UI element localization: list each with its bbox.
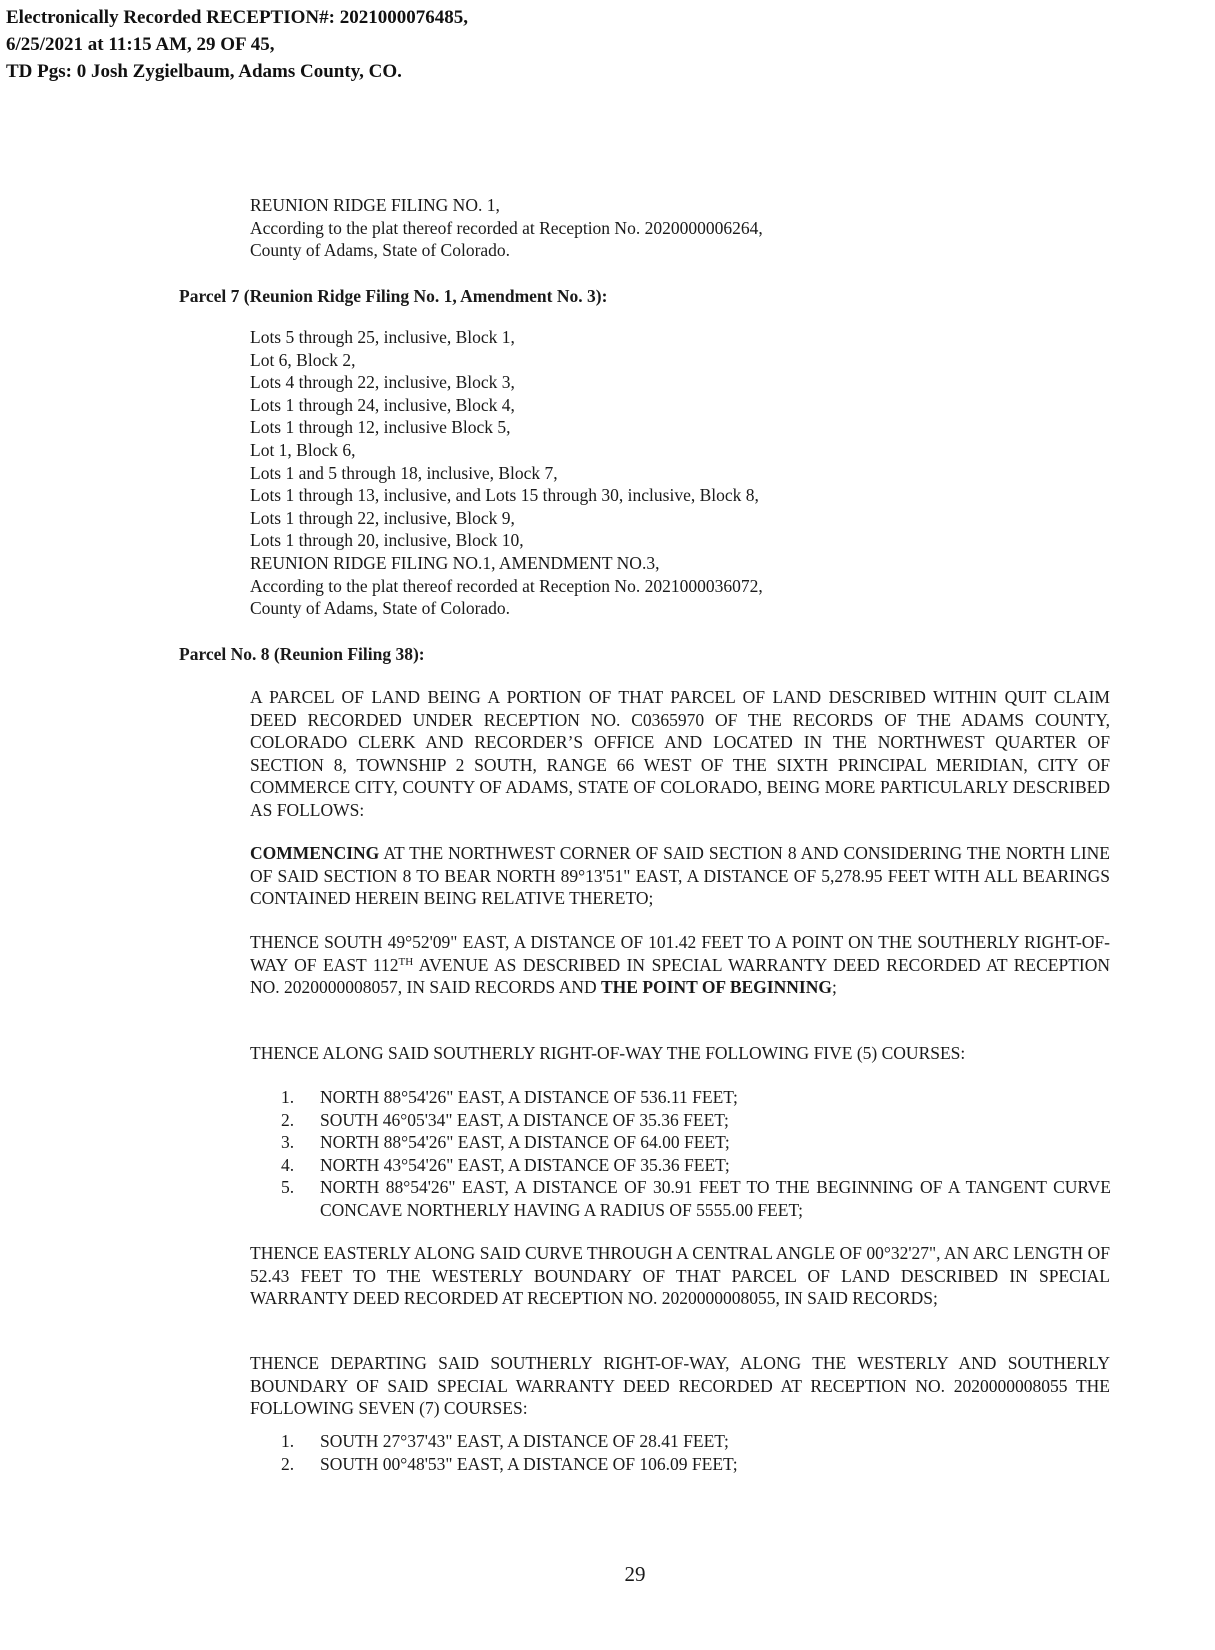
pob-label: THE POINT OF BEGINNING [601,977,832,998]
curve-paragraph: THENCE EASTERLY ALONG SAID CURVE THROUGH A CENTRAL ANGLE OF 00°32'27", AN ARC LENGTH OF 52.43 FEET TO THE WESTERLY BOUNDARY OF THAT PARCEL OF LAND DESCRIBED IN SPECIAL WARRANTY DEED RECORDED AT RECEPTION NO. 2020000008055, IN SAID RECORDS; [250,1243,1110,1309]
item-text: NORTH 88°54'26" EAST, A DISTANCE OF 30.91 FEET TO THE BEGINNING OF A TANGENT CURVE CONCAVE NORTHERLY HAVING A RADIUS OF 5555.00 FEET; [320,1177,1111,1220]
courses-list-2 [281,1430,1111,1475]
page-number: 29 [624,1562,646,1586]
stamp-line: TD Pgs: 0 Josh Zygielbaum, Adams County, CO. [6,61,402,82]
parcel-8-heading: Parcel No. 8 (Reunion Filing 38): [179,644,425,664]
stamp-line: 6/25/2021 at 11:15 AM, 29 OF 45, [6,34,275,55]
parcel-7-lots [250,326,1110,620]
courses-intro: THENCE ALONG SAID SOUTHERLY RIGHT-OF-WAY THE FOLLOWING FIVE (5) COURSES: [250,1043,966,1063]
commencing-text: AT THE NORTHWEST CORNER OF SAID SECTION 8 AND CONSIDERING THE NORTH LINE OF SAID SECTION 8 TO BEAR NORTH 89°13'51" EAST, A DISTANCE OF 5,278.95 FEET WITH ALL BEARINGS CONTAINED HEREIN BEING RELATIVE THERETO; [250,843,1110,909]
item-number: 2. [281,1109,295,1130]
item-text: NORTH 88°54'26" EAST, A DISTANCE OF 536.11 FEET; [320,1087,738,1107]
item-number: 5. [281,1177,295,1198]
item-text: SOUTH 27°37'43" EAST, A DISTANCE OF 28.41 FEET; [320,1431,729,1451]
text-line: REUNION RIDGE FILING NO. 1, [250,195,500,215]
text-line: Lots 1 through 20, inclusive, Block 10, [250,530,524,551]
commencing-label: COMMENCING [250,843,380,863]
pob-text-b: AVENUE AS DESCRIBED IN SPECIAL WARRANTY DEED RECORDED AT RECEPTION NO. 2020000008057, IN SAID RECORDS AND [250,954,1110,998]
text-line: According to the plat thereof recorded at Reception No. 2020000006264, [250,217,763,238]
departing-paragraph: THENCE DEPARTING SAID SOUTHERLY RIGHT-OF-WAY, ALONG THE WESTERLY AND SOUTHERLY BOUNDARY OF SAID SPECIAL WARRANTY DEED RECORDED AT RECEPTION NO. 2020000008055 THE FOLLOWING SEVEN (7) COURSES: [250,1353,1110,1419]
text-line: Lots 1 through 12, inclusive Block 5, [250,417,511,438]
list-item [281,1154,1111,1177]
text-line: REUNION RIDGE FILING NO.1, AMENDMENT NO.3, [250,552,660,573]
pob-end: ; [831,977,837,998]
list-item [281,1131,1111,1154]
list-item [281,1453,1111,1476]
list-item [281,1176,1111,1221]
text-line: According to the plat thereof recorded at Reception No. 2021000036072, [250,575,763,596]
text-line: Lots 1 through 24, inclusive, Block 4, [250,394,515,415]
text-line: County of Adams, State of Colorado. [250,598,511,619]
commencing-paragraph [250,842,1110,910]
text-line: Lot 1, Block 6, [250,439,356,460]
list-item [281,1086,1111,1109]
text-line: Lots 4 through 22, inclusive, Block 3, [250,372,515,393]
item-text: NORTH 88°54'26" EAST, A DISTANCE OF 64.00 FEET; [320,1132,730,1153]
text-line: Lot 6, Block 2, [250,349,356,370]
text-line: Lots 1 through 22, inclusive, Block 9, [250,507,515,528]
stamp-line: Electronically Recorded RECEPTION#: 2021000076485, [6,7,468,28]
recording-stamp [6,4,468,85]
item-number: 2. [281,1453,295,1474]
text-line: Lots 1 and 5 through 18, inclusive, Block 7, [250,462,558,483]
ordinal-suffix: TH [398,955,414,968]
parcel-8-description: A PARCEL OF LAND BEING A PORTION OF THAT PARCEL OF LAND DESCRIBED WITHIN QUIT CLAIM DEED RECORDED UNDER RECEPTION NO. C0365970 OF THE RECORDS OF THE ADAMS COUNTY, COLORADO CLERK AND RECORDER’S OFFICE AND LOCATED IN THE NORTHWEST QUARTER OF SECTION 8, TOWNSHIP 2 SOUTH, RANGE 66 WEST OF THE SIXTH PRINCIPAL MERIDIAN, CITY OF COMMERCE CITY, COUNTY OF ADAMS, STATE OF COLORADO, BEING MORE PARTICULARLY DESCRIBED AS FOLLOWS: [250,687,1110,820]
point-of-beginning-paragraph [250,931,1110,999]
item-number: 1. [281,1087,295,1107]
item-number: 4. [281,1154,295,1175]
list-item [281,1109,1111,1132]
item-text: NORTH 43°54'26" EAST, A DISTANCE OF 35.36 FEET; [320,1154,730,1175]
courses-list-1 [281,1086,1111,1222]
item-number: 1. [281,1431,295,1451]
item-number: 3. [281,1132,295,1153]
text-line: Lots 5 through 25, inclusive, Block 1, [250,327,515,347]
list-item [281,1430,1111,1453]
text-line: Lots 1 through 13, inclusive, and Lots 15 through 30, inclusive, Block 8, [250,485,759,506]
item-text: SOUTH 46°05'34" EAST, A DISTANCE OF 35.36 FEET; [320,1109,729,1130]
filing-reference [250,194,1110,262]
text-line: County of Adams, State of Colorado. [250,240,511,261]
item-text: SOUTH 00°48'53" EAST, A DISTANCE OF 106.09 FEET; [320,1453,738,1474]
parcel-7-heading: Parcel 7 (Reunion Ridge Filing No. 1, Amendment No. 3): [179,286,608,306]
pob-text-a: THENCE SOUTH 49°52'09" EAST, A DISTANCE OF 101.42 FEET TO A POINT ON THE SOUTHERLY RIGHT-OF-WAY OF EAST 112 [250,932,1110,975]
